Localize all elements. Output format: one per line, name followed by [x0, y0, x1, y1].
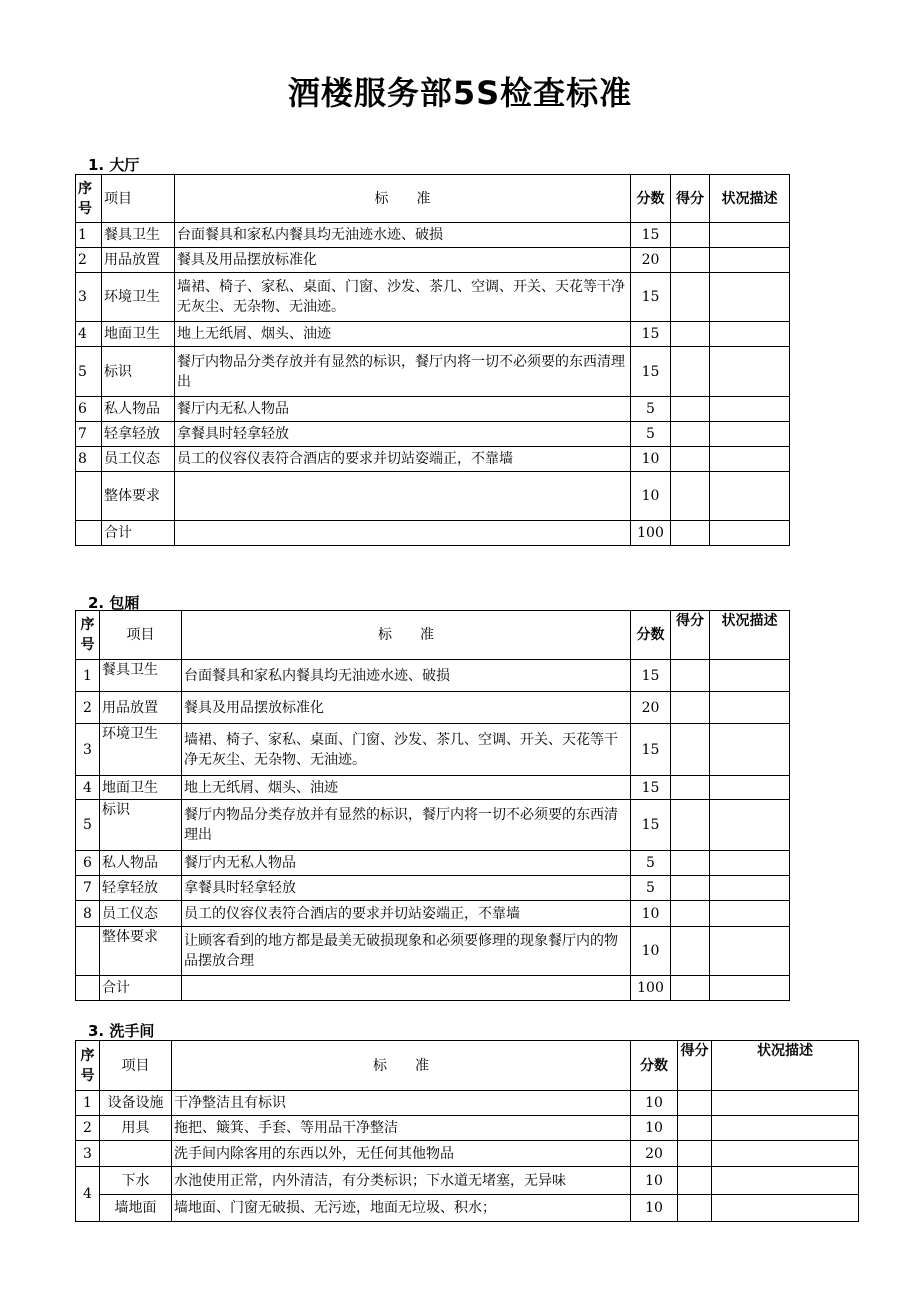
header-item: 项目 — [100, 1041, 172, 1091]
row-got[interactable] — [671, 397, 710, 422]
row-score: 10 — [631, 472, 671, 521]
table-row — [76, 692, 790, 724]
row-score: 10 — [631, 1195, 678, 1222]
row-got[interactable] — [671, 422, 710, 447]
row-item: 整体要求 — [100, 927, 182, 976]
header-seq: 序号 — [76, 611, 100, 660]
header-seq: 序号 — [76, 1041, 100, 1091]
row-no — [76, 976, 100, 1001]
row-status[interactable] — [710, 851, 790, 876]
row-standard: 餐具及用品摆放标准化 — [182, 692, 631, 724]
row-item: 合计 — [102, 521, 175, 546]
row-got[interactable] — [671, 876, 710, 901]
row-item: 轻拿轻放 — [100, 876, 182, 901]
row-item: 下水 — [100, 1167, 172, 1195]
row-standard — [182, 976, 631, 1001]
table-row — [76, 927, 790, 976]
row-standard: 墙裙、椅子、家私、桌面、门窗、沙发、茶几、空调、开关、天花等干净无灰尘、无杂物、无油迹。 — [175, 273, 631, 322]
header-score: 分数 — [631, 175, 671, 223]
row-item: 私人物品 — [102, 397, 175, 422]
row-standard: 墙裙、椅子、家私、桌面、门窗、沙发、茶几、空调、开关、天花等干净无灰尘、无杂物、无油迹。 — [182, 724, 631, 776]
row-no — [76, 521, 102, 546]
row-no: 4 — [76, 322, 102, 347]
row-status[interactable] — [712, 1195, 859, 1222]
header-seq: 序号 — [76, 175, 102, 223]
row-score: 5 — [631, 397, 671, 422]
row-got[interactable] — [671, 347, 710, 397]
row-no — [76, 472, 102, 521]
row-item: 环境卫生 — [102, 273, 175, 322]
row-standard: 台面餐具和家私内餐具均无油迹水迹、破损 — [182, 660, 631, 692]
table-row — [76, 876, 790, 901]
row-standard: 拖把、簸箕、手套、等用品干净整洁 — [172, 1116, 631, 1141]
table-row — [76, 1167, 859, 1195]
row-got[interactable] — [671, 248, 710, 273]
row-item: 用品放置 — [102, 248, 175, 273]
row-score: 20 — [631, 1141, 678, 1167]
page-title: 酒楼服务部5S检查标准 — [287, 74, 633, 112]
row-status[interactable] — [710, 248, 790, 273]
row-got[interactable] — [671, 521, 710, 546]
row-item: 地面卫生 — [100, 776, 182, 800]
table-row — [76, 322, 790, 347]
row-item: 整体要求 — [102, 472, 175, 521]
section-heading-hall: 1. 大厅 — [88, 156, 140, 174]
row-score: 10 — [631, 1116, 678, 1141]
table-row — [76, 223, 790, 248]
row-score: 15 — [631, 724, 671, 776]
row-score: 5 — [631, 422, 671, 447]
table-row — [76, 851, 790, 876]
header-got: 得分 — [678, 1041, 712, 1091]
header-standard: 标 准 — [182, 611, 631, 660]
row-item: 私人物品 — [100, 851, 182, 876]
row-score: 100 — [631, 521, 671, 546]
row-standard: 餐厅内物品分类存放并有显然的标识，餐厅内将一切不必须要的东西清理出 — [175, 347, 631, 397]
section-heading-private-room: 2. 包厢 — [88, 594, 140, 612]
table-row — [76, 1141, 859, 1167]
row-got[interactable] — [671, 976, 710, 1001]
table-row — [76, 800, 790, 851]
row-score: 15 — [631, 223, 671, 248]
header-score: 分数 — [631, 1041, 678, 1091]
row-no: 4 — [76, 1167, 100, 1222]
row-got[interactable] — [671, 660, 710, 692]
row-no: 3 — [76, 273, 102, 322]
row-score: 15 — [631, 800, 671, 851]
row-item: 设备设施 — [100, 1091, 172, 1116]
header-status: 状况描述 — [710, 611, 790, 660]
row-item: 轻拿轻放 — [102, 422, 175, 447]
header-standard: 标 准 — [175, 175, 631, 223]
row-no: 5 — [76, 347, 102, 397]
row-got[interactable] — [671, 322, 710, 347]
row-no: 1 — [76, 1091, 100, 1116]
row-no — [76, 927, 100, 976]
table-row — [76, 724, 790, 776]
row-item: 合计 — [100, 976, 182, 1001]
row-standard: 餐具及用品摆放标准化 — [175, 248, 631, 273]
row-got[interactable] — [671, 776, 710, 800]
row-status[interactable] — [710, 422, 790, 447]
header-status: 状况描述 — [712, 1041, 859, 1091]
row-got[interactable] — [671, 472, 710, 521]
row-status[interactable] — [712, 1141, 859, 1167]
row-standard: 餐厅内无私人物品 — [182, 851, 631, 876]
header-item: 项目 — [100, 611, 182, 660]
table-row — [76, 901, 790, 927]
row-item: 用具 — [100, 1116, 172, 1141]
row-no: 1 — [76, 223, 102, 248]
row-status[interactable] — [710, 521, 790, 546]
row-item: 墙地面 — [100, 1195, 172, 1222]
row-status[interactable] — [710, 322, 790, 347]
table-restroom — [75, 1040, 859, 1222]
row-status[interactable] — [712, 1167, 859, 1195]
row-got[interactable] — [671, 447, 710, 472]
row-score: 5 — [631, 876, 671, 901]
row-status[interactable] — [710, 927, 790, 976]
row-standard: 洗手间内除客用的东西以外，无任何其他物品 — [172, 1141, 631, 1167]
row-score: 15 — [631, 776, 671, 800]
table-row — [76, 1195, 859, 1222]
row-no: 3 — [76, 1141, 100, 1167]
row-score: 10 — [631, 1091, 678, 1116]
row-no: 3 — [76, 724, 100, 776]
header-standard: 标 准 — [172, 1041, 631, 1091]
row-score: 5 — [631, 851, 671, 876]
table-row — [76, 422, 790, 447]
row-status[interactable] — [710, 223, 790, 248]
row-item: 用品放置 — [100, 692, 182, 724]
row-score: 15 — [631, 347, 671, 397]
row-standard: 拿餐具时轻拿轻放 — [175, 422, 631, 447]
table-row — [76, 248, 790, 273]
row-item: 员工仪态 — [100, 901, 182, 927]
row-got[interactable] — [678, 1091, 712, 1116]
row-score: 20 — [631, 248, 671, 273]
header-got: 得分 — [671, 611, 710, 660]
row-standard: 餐厅内无私人物品 — [175, 397, 631, 422]
row-no: 7 — [76, 876, 100, 901]
row-got[interactable] — [671, 273, 710, 322]
table-row — [76, 447, 790, 472]
row-no: 8 — [76, 447, 102, 472]
row-no: 7 — [76, 422, 102, 447]
row-no: 6 — [76, 397, 102, 422]
table-row — [76, 660, 790, 692]
row-status[interactable] — [710, 447, 790, 472]
row-got[interactable] — [671, 724, 710, 776]
row-status[interactable] — [710, 901, 790, 927]
row-item: 地面卫生 — [102, 322, 175, 347]
header-score: 分数 — [631, 611, 671, 660]
row-standard: 拿餐具时轻拿轻放 — [182, 876, 631, 901]
header-got: 得分 — [671, 175, 710, 223]
row-status[interactable] — [710, 273, 790, 322]
row-status[interactable] — [710, 776, 790, 800]
row-status[interactable] — [710, 976, 790, 1001]
row-status[interactable] — [710, 660, 790, 692]
row-got[interactable] — [678, 1141, 712, 1167]
row-score: 15 — [631, 273, 671, 322]
row-no: 2 — [76, 1116, 100, 1141]
row-no: 6 — [76, 851, 100, 876]
row-item: 标识 — [102, 347, 175, 397]
row-got[interactable] — [671, 692, 710, 724]
row-standard: 水池使用正常，内外清洁，有分类标识；下水道无堵塞，无异味 — [172, 1167, 631, 1195]
row-status[interactable] — [710, 347, 790, 397]
row-status[interactable] — [712, 1116, 859, 1141]
table-row-total — [76, 976, 790, 1001]
table-row — [76, 1116, 859, 1141]
row-status[interactable] — [710, 724, 790, 776]
row-got[interactable] — [671, 223, 710, 248]
row-status[interactable] — [710, 800, 790, 851]
row-standard: 员工的仪容仪表符合酒店的要求并切站姿端正，不靠墙 — [175, 447, 631, 472]
row-score: 10 — [631, 447, 671, 472]
row-item: 餐具卫生 — [100, 660, 182, 692]
row-status[interactable] — [710, 397, 790, 422]
row-standard: 墙地面、门窗无破损、无污迹，地面无垃圾、积水； — [172, 1195, 631, 1222]
row-item: 餐具卫生 — [102, 223, 175, 248]
table-private-room — [75, 610, 790, 1001]
table-row — [76, 472, 790, 521]
row-standard: 让顾客看到的地方都是最美无破损现象和必须要修理的现象餐厅内的物品摆放合理 — [182, 927, 631, 976]
row-score: 100 — [631, 976, 671, 1001]
row-status[interactable] — [710, 472, 790, 521]
row-status[interactable] — [710, 876, 790, 901]
row-status[interactable] — [710, 692, 790, 724]
table-hall — [75, 174, 790, 546]
row-no: 2 — [76, 692, 100, 724]
row-standard — [175, 472, 631, 521]
row-got[interactable] — [678, 1167, 712, 1195]
row-score: 10 — [631, 927, 671, 976]
row-got[interactable] — [671, 851, 710, 876]
header-item: 项目 — [102, 175, 175, 223]
row-standard: 地上无纸屑、烟头、油迹 — [175, 322, 631, 347]
row-item: 标识 — [100, 800, 182, 851]
row-standard: 地上无纸屑、烟头、油迹 — [182, 776, 631, 800]
table-row — [76, 273, 790, 322]
row-score: 10 — [631, 901, 671, 927]
row-got[interactable] — [678, 1195, 712, 1222]
row-standard: 台面餐具和家私内餐具均无油迹水迹、破损 — [175, 223, 631, 248]
row-standard: 干净整洁且有标识 — [172, 1091, 631, 1116]
header-status: 状况描述 — [710, 175, 790, 223]
row-standard: 员工的仪容仪表符合酒店的要求并切站姿端正，不靠墙 — [182, 901, 631, 927]
table-row — [76, 347, 790, 397]
row-status[interactable] — [712, 1091, 859, 1116]
row-no: 2 — [76, 248, 102, 273]
table-row-total — [76, 521, 790, 546]
row-item — [100, 1141, 172, 1167]
row-standard: 餐厅内物品分类存放并有显然的标识，餐厅内将一切不必须要的东西清理出 — [182, 800, 631, 851]
table-row — [76, 397, 790, 422]
row-item: 员工仪态 — [102, 447, 175, 472]
row-no: 5 — [76, 800, 100, 851]
row-score: 10 — [631, 1167, 678, 1195]
row-no: 8 — [76, 901, 100, 927]
row-score: 20 — [631, 692, 671, 724]
row-got[interactable] — [671, 927, 710, 976]
row-no: 1 — [76, 660, 100, 692]
row-standard — [175, 521, 631, 546]
row-got[interactable] — [671, 901, 710, 927]
section-heading-restroom: 3. 洗手间 — [88, 1022, 155, 1040]
row-no: 4 — [76, 776, 100, 800]
table-row — [76, 1091, 859, 1116]
row-item: 环境卫生 — [100, 724, 182, 776]
row-got[interactable] — [671, 800, 710, 851]
row-score: 15 — [631, 660, 671, 692]
table-row — [76, 776, 790, 800]
row-score: 15 — [631, 322, 671, 347]
row-got[interactable] — [678, 1116, 712, 1141]
